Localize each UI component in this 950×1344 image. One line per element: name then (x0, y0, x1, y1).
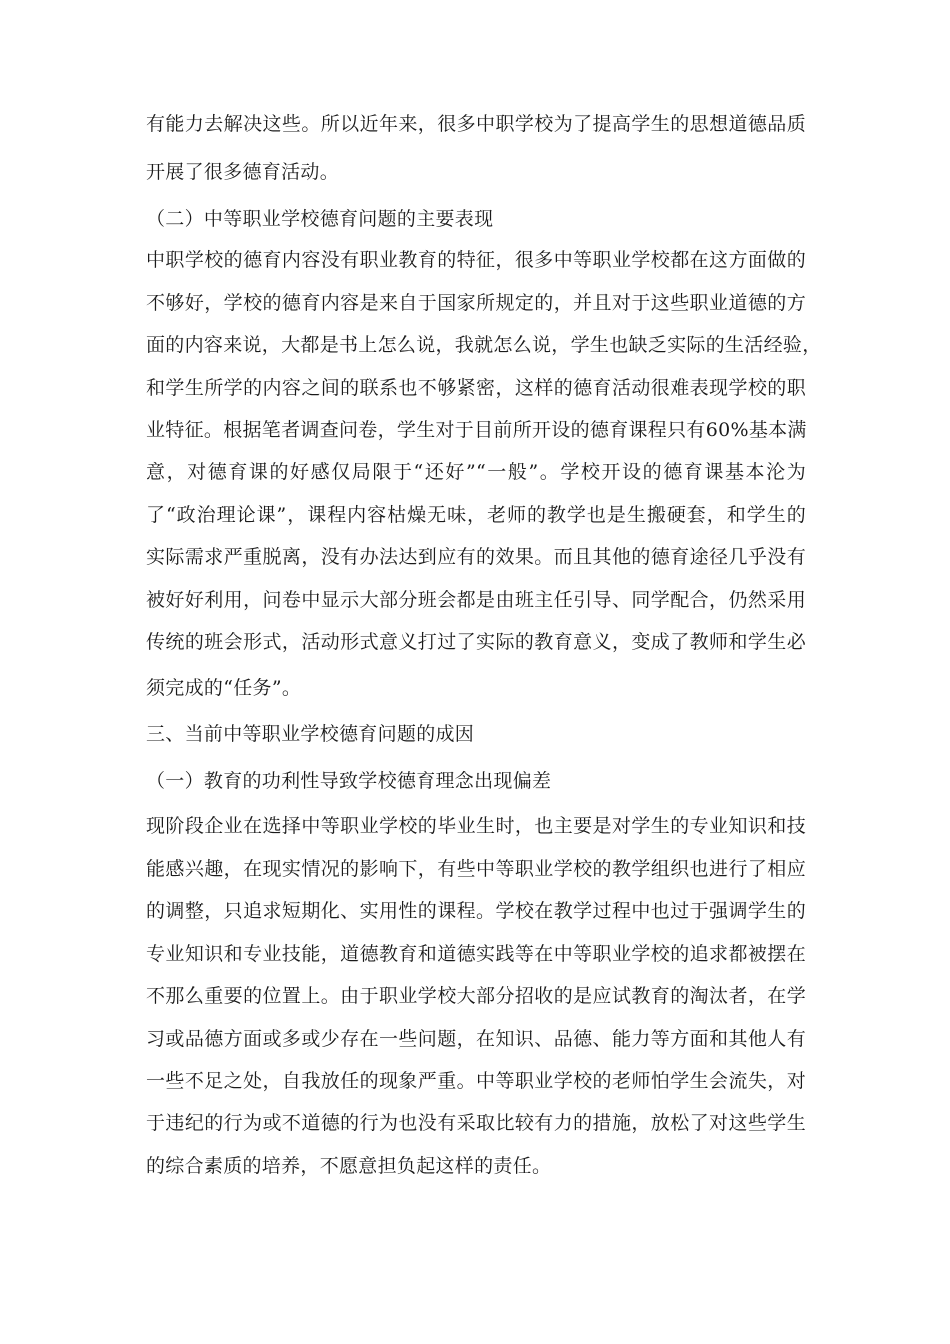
text-line: 业特征。根据笔者调查问卷，学生对于目前所开设的德育课程只有60%基本满 (146, 419, 807, 441)
text-line: 于违纪的行为或不道德的行为也没有采取比较有力的措施，放松了对这些学生 (146, 1112, 806, 1134)
text-line: 被好好利用，问卷中显示大部分班会都是由班主任引导、同学配合，仍然采用 (146, 589, 806, 611)
text-line: 了“政治理论课”，课程内容枯燥无味，老师的教学也是生搬硬套，和学生的 (146, 504, 806, 526)
text-line: 传统的班会形式，活动形式意义打过了实际的教育意义，变成了教师和学生必 (146, 631, 806, 653)
text-line: 习或品德方面或多或少存在一些问题，在知识、品德、能力等方面和其他人有 (146, 1028, 806, 1050)
text-line: 的调整，只追求短期化、实用性的课程。学校在教学过程中也过于强调学生的 (146, 900, 806, 922)
text-line: 中职学校的德育内容没有职业教育的特征，很多中等职业学校都在这方面做的 (146, 249, 806, 271)
text-line: 现阶段企业在选择中等职业学校的毕业生时，也主要是对学生的专业知识和技 (146, 815, 806, 837)
text-line: 的综合素质的培养，不愿意担负起这样的责任。 (146, 1155, 552, 1177)
text-line: 面的内容来说，大都是书上怎么说，我就怎么说，学生也缺乏实际的生活经验， (146, 334, 822, 356)
text-line: 不那么重要的位置上。由于职业学校大部分招收的是应试教育的淘汰者，在学 (146, 985, 806, 1007)
text-line: 实际需求严重脱离，没有办法达到应有的效果。而且其他的德育途径几乎没有 (146, 546, 806, 568)
text-line: 能感兴趣，在现实情况的影响下，有些中等职业学校的教学组织也进行了相应 (146, 858, 806, 880)
section-heading: 三、当前中等职业学校德育问题的成因 (146, 723, 475, 745)
text-line: 须完成的“任务”。 (146, 677, 302, 699)
text-line: 有能力去解决这些。所以近年来，很多中职学校为了提高学生的思想道德品质 (146, 113, 806, 135)
subsection-heading: （一）教育的功利性导致学校德育理念出现偏差 (146, 770, 552, 792)
text-line: 开展了很多德育活动。 (146, 161, 340, 183)
section-heading: （二）中等职业学校德育问题的主要表现 (146, 208, 494, 230)
text-line: 一些不足之处，自我放任的现象严重。中等职业学校的老师怕学生会流失，对 (146, 1070, 806, 1092)
text-line: 专业知识和专业技能，道德教育和道德实践等在中等职业学校的追求都被摆在 (146, 943, 806, 965)
text-line: 和学生所学的内容之间的联系也不够紧密，这样的德育活动很难表现学校的职 (146, 377, 806, 399)
text-line: 意，对德育课的好感仅局限于“还好”“一般”。学校开设的德育课基本沦为 (146, 461, 806, 483)
text-line: 不够好，学校的德育内容是来自于国家所规定的，并且对于这些职业道德的方 (146, 292, 806, 314)
